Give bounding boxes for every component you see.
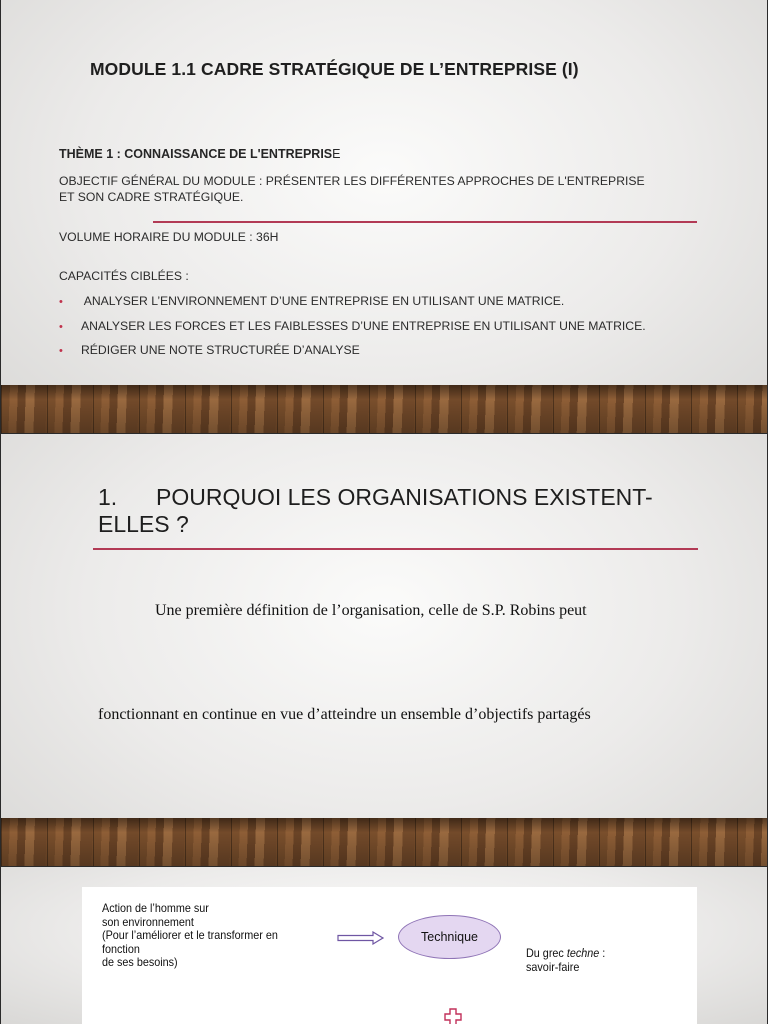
action-line: (Pour l’améliorer et le transformer en fonction (102, 928, 278, 956)
greek-origin-note (526, 947, 605, 974)
bullet-icon: • (59, 345, 63, 357)
module-objective: OBJECTIF GÉNÉRAL DU MODULE : PRÉSENTER LES DIFFÉRENTES APPROCHES DE L'ENTREPRISE ET SON CADRE STRATÉGIQUE. (59, 174, 645, 204)
capacity-text: ANALYSER LES FORCES ET LES FAIBLESSES D’UNE ENTREPRISE EN UTILISANT UNE MATRICE. (81, 318, 646, 333)
greek-word: techne (566, 946, 600, 960)
list-item (59, 342, 646, 367)
module-hours: VOLUME HORAIRE DU MODULE : 36H (59, 230, 279, 244)
technique-diagram (82, 887, 697, 1024)
slide1-title: MODULE 1.1 CADRE STRATÉGIQUE DE L’ENTREPRISE (I) (90, 59, 579, 79)
plus-icon (444, 1008, 462, 1024)
capacity-text: RÉDIGER UNE NOTE STRUCTURÉE D’ANALYSE (81, 343, 360, 357)
slide-technique-diagram (1, 867, 767, 1024)
greek-line-2: savoir-faire (526, 959, 580, 974)
wooden-floor-decoration (1, 818, 767, 866)
theme-heading (59, 147, 340, 161)
action-line: Action de l’homme sur (102, 901, 209, 915)
action-line: de ses besoins) (102, 955, 178, 969)
bullet-icon: • (59, 320, 63, 333)
slide-module-overview (1, 0, 767, 433)
technique-label: Technique (421, 930, 478, 944)
action-description (102, 902, 318, 970)
action-line: son environnement (102, 914, 194, 929)
list-item (59, 293, 646, 318)
theme-heading-main: THÈME 1 : CONNAISSANCE DE L'ENTREPRIS (59, 147, 333, 161)
capacities-list (59, 293, 646, 367)
divider-line (93, 548, 698, 550)
technique-ellipse (398, 915, 501, 959)
capacities-label: CAPACITÉS CIBLÉES : (59, 269, 189, 283)
slide2-title (98, 484, 698, 538)
definition-line-1: Une première définition de l’organisation, celle de S.P. Robins peut (155, 602, 587, 619)
list-item (59, 318, 646, 343)
section-title: POURQUOI LES ORGANISATIONS EXISTENT-ELLES ? (98, 484, 653, 537)
slide-why-organizations (1, 434, 767, 866)
definition-line-2: fonctionnant en continue en vue d’atteindre un ensemble d’objectifs partagés (98, 706, 591, 723)
capacity-text: ANALYSER L’ENVIRONNEMENT D’UNE ENTREPRISE EN UTILISANT UNE MATRICE. (81, 294, 565, 308)
divider-line (153, 221, 697, 223)
theme-heading-tail: E (332, 147, 341, 161)
bullet-icon: • (59, 296, 63, 308)
greek-prefix: Du grec (526, 946, 567, 960)
greek-suffix: : (599, 946, 606, 960)
arrow-right-icon (337, 931, 385, 945)
section-number: 1. (98, 484, 118, 510)
wooden-floor-decoration (1, 385, 767, 433)
